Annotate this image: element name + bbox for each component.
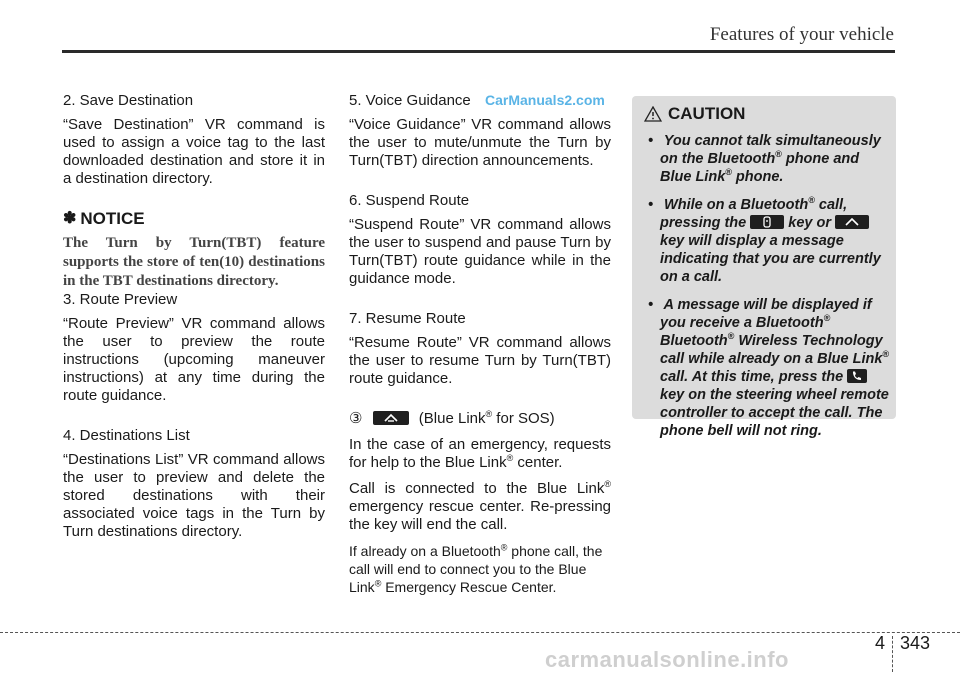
sos-key-icon [373,411,409,425]
text-run: Bluetooth [660,333,728,349]
text-run: Emergency Rescue Center. [381,579,557,595]
section-title: 4. Destinations List [63,427,190,444]
text-run: call. At this time, press the [660,369,848,385]
text-run: A message will be displayed if you receive a Bluetooth [660,297,872,331]
text-run: key on the steering wheel remote controller to accept the call. The phone bell will not ring. [660,387,889,439]
text-run: phone and Blue Link [660,151,860,185]
text-run: While on a Bluetooth [664,197,809,213]
sos-label-pre: (Blue Link [418,410,486,427]
registered-mark: ® [604,479,611,489]
section-body: “Resume Route” VR command allows the user to resume Turn by Turn(TBT) route guidance. [349,334,611,387]
caution-item [642,196,890,286]
text-run: Wireless Technology call while already on a Blue Link [660,333,883,367]
warning-triangle-icon [644,106,662,122]
sos-body [349,436,611,472]
text-run: key or [784,215,836,231]
watermark: CarManuals2.com [485,92,605,108]
page-number: 343 [900,633,931,653]
registered-mark: ® [808,195,815,206]
text-run: emergency rescue center. Re-pressing the key will end the call. [349,498,611,533]
sos-body [349,480,611,534]
caution-heading [644,104,745,124]
sos-key-icon [835,215,869,229]
registered-mark: ® [725,167,732,178]
section-body: “Suspend Route” VR command allows the user to suspend and pause Turn by Turn(TBT) route guidance while in the guidance mode. [349,216,611,287]
section-body: “Destinations List” VR command allows the user to preview and delete the stored destinations with their associated voice tags in the Turn by Turn destinations directory. [63,451,325,540]
notice-heading [63,210,325,228]
page-separator [892,636,894,672]
caution-title: CAUTION [668,104,746,123]
registered-mark: ® [485,409,493,419]
caution-list [642,132,890,450]
text-run: center. [513,454,563,471]
chapter-number: 4 [875,633,886,653]
section-title: 5. Voice Guidance [349,92,471,109]
section-title: 3. Route Preview [63,291,178,308]
text-run: If already on a Bluetooth [349,543,501,559]
site-watermark: carmanualsonline.info [545,647,789,672]
registered-mark: ® [374,578,382,589]
registered-mark: ® [882,349,890,360]
section-title: 6. Suspend Route [349,192,470,209]
phone-key-icon [750,215,784,229]
footer-rule [0,632,960,633]
sos-number: ③ [349,410,363,427]
notice-star-icon: ✽ [63,210,77,227]
sos-body [349,542,611,596]
section-body: “Voice Guidance” VR command allows the user to mute/unmute the Turn by Turn(TBT) direction announcements. [349,116,611,169]
registered-mark: ® [823,313,831,324]
caution-box [632,96,896,439]
section-title: 2. Save Destination [63,92,194,109]
header-title: Features of your vehicle [709,24,894,45]
header-rule [62,50,895,53]
section-title: 7. Resume Route [349,310,466,327]
section-body: “Save Destination” VR command is used to assign a voice tag to the last downloaded destination and store it in a destination directory. [63,116,325,187]
text-run: You cannot talk simultaneously on the Bluetooth [660,133,881,167]
caution-item [642,296,890,440]
text-run: In the case of an emergency, requests for help to the Blue Link [349,436,611,471]
text-run: call, pressing the [660,197,848,231]
text-run: key will display a message indicating that you are currently on a call. [660,233,881,285]
text-run: phone. [731,169,784,185]
column-middle [349,92,611,602]
sos-label-post: for SOS) [492,410,555,427]
text-run: Call is connected to the Blue Link [349,480,605,497]
registered-mark: ® [727,331,735,342]
sos-title [349,410,611,428]
notice-body: The Turn by Turn(TBT) feature supports the store of ten(10) destinations in the TBT destinations directory. [63,235,325,289]
registered-mark: ® [775,149,782,160]
text-run: phone call, the call will end to connect you to the Blue Link [349,543,603,595]
call-answer-key-icon [847,369,867,383]
caution-item [642,132,890,186]
section-body: “Route Preview” VR command allows the user to preview the route instructions (upcoming maneuver instructions) at any time during the route guidance. [63,315,325,404]
column-left [63,92,325,563]
registered-mark: ® [506,453,514,463]
registered-mark: ® [500,542,508,553]
notice-title: NOTICE [80,209,145,228]
